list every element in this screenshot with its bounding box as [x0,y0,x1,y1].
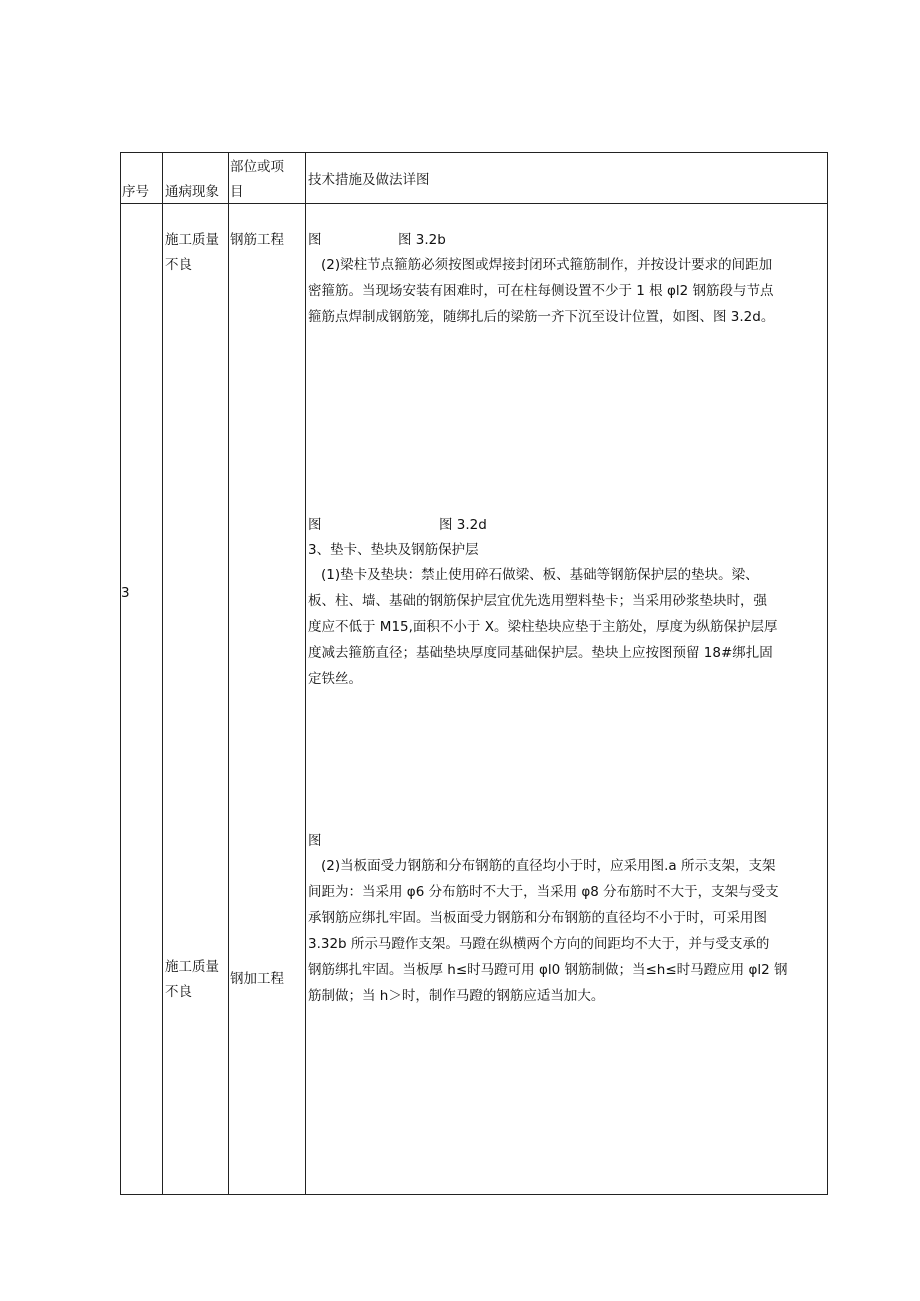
paragraph-line: 钢筋绑扎牢固。当板厚 h≤时马蹬可用 φl0 钢筋制做；当≤h≤时马蹬应用 φl2 钢 [308,962,788,978]
problem-2-line1: 施工质量 [165,959,219,975]
header-measures: 技术措施及做法详图 [308,172,430,188]
figure-label-3-2b: 图 3.2b [398,232,446,248]
paragraph-line: 度应不低于 M15,面积不小于 X。梁柱垫块应垫于主筋处，厚度为纵筋保护层厚 [308,619,778,635]
problem-2-line2: 不良 [165,984,192,1000]
paragraph-line: 板、柱、墙、基础的钢筋保护层宜优先选用塑料垫卡；当采用砂浆垫块时，强 [308,593,767,609]
paragraph-spacers [308,562,824,692]
header-part-line2: 目 [230,184,244,200]
paragraph-line: (1)垫卡及垫块：禁止使用碎石做梁、板、基础等钢筋保护层的垫块。梁、 [321,567,759,583]
problem-1-line2: 不良 [165,257,192,273]
paragraph-beam-column-stirrups [308,252,824,330]
column-divider [305,152,306,1195]
section-title: 3、垫卡、垫块及钢筋保护层 [308,542,479,558]
paragraph-line: 承钢筋应绑扎牢固。当板面受力钢筋和分布钢筋的直径均不小于时，可采用图 [308,910,767,926]
paragraph-line: 度减去箍筋直径；基础垫块厚度同基础保护层。垫块上应按图预留 18#绑扎固 [308,645,773,661]
header-divider [120,203,828,204]
paragraph-line: 箍筋点焊制成钢筋笼，随绑扎后的梁筋一齐下沉至设计位置，如图、图 3.2d。 [308,309,775,325]
header-problem: 通病现象 [165,184,219,200]
paragraph-line: 筋制做；当 h＞时，制作马蹬的钢筋应适当加大。 [308,988,605,1004]
column-divider [162,152,163,1195]
paragraph-line: 密箍筋。当现场安装有困难时，可在柱每侧设置不少于 1 根 φl2 钢筋段与节点 [308,283,774,299]
header-seq: 序号 [122,184,149,200]
paragraph-line: 3.32b 所示马蹬作支架。马蹬在纵横两个方向的间距均不大于，并与受支承的 [308,936,770,952]
figure-prefix: 图 [308,833,322,849]
paragraph-line: 定铁丝。 [308,671,362,687]
figure-prefix: 图 [308,232,322,248]
paragraph-supports [308,853,824,1009]
paragraph-line: (2)当板面受力钢筋和分布钢筋的直径均小于时，应采用图.a 所示支架，支架 [321,858,776,874]
problem-1-line1: 施工质量 [165,232,219,248]
header-part-line1: 部位或项 [230,159,284,175]
figure-label-3-2d: 图 3.2d [439,517,487,533]
column-divider [228,152,229,1195]
row-seq: 3 [121,585,130,601]
part-1: 钢筋工程 [230,232,284,248]
figure-prefix: 图 [308,517,322,533]
paragraph-line: 间距为：当采用 φ6 分布筋时不大于，当采用 φ8 分布筋时不大于，支架与受支 [308,884,779,900]
paragraph-line: (2)梁柱节点箍筋必须按图或焊接封闭环式箍筋制作，并按设计要求的间距加 [321,257,773,273]
part-2: 钢加工程 [230,971,284,987]
